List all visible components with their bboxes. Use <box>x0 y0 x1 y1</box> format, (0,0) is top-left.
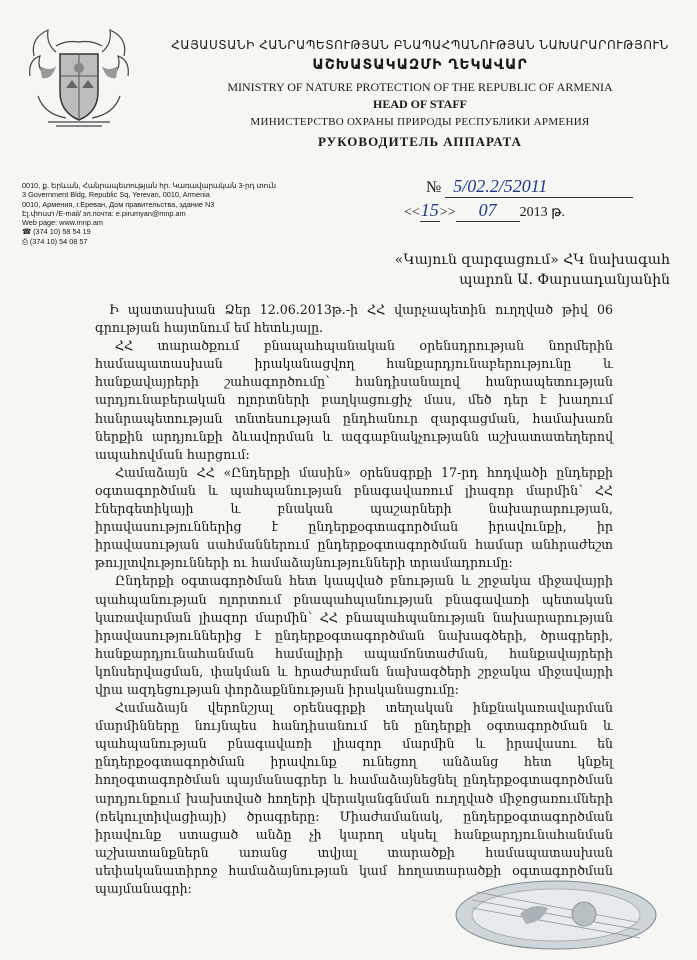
address-line-russian: 0010, Армения, г.Ереван, Дом правительства, здание N3 <box>22 199 215 209</box>
web-line: Web page: www.mnp.am <box>22 218 103 228</box>
number-sign: № <box>426 179 442 196</box>
paragraph-3: Համաձայն ՀՀ «Ընդերքի մասին» օրենսգրքի 17-րդ հոդվածի ընդերքի օգտագործման և պահպանության բնագավառում լիազոր մարմին՝ ՀՀ էներգետիկայի և բնական պաշարների նախարարության, իրավասություններից է ընդերքօգտագործման իրավունքի, իր իրավասության սահմաններում ընդերքօգտագործման համար անհրաժեշտ թույլտվությունների ու համաձայնությունների տրամադրումը: <box>95 464 613 571</box>
paragraph-2: ՀՀ տարածքում բնապահպանական օրենսդրության նորմերին համապատասխան իրականացվող հանքարդյունաբերությունը և հանքավայրերի շահագործումը՝ հանդիսանալով հանրապետության արդյունաբերական ոլորտների բաղկացուցիչ մաս, մեծ դեր է խաղում հանրապետության տնտեսության ընդհանուր զարգացման, համախառն ներքին արդյունքի ձևավորման և ազգաբնակչությանն աշխատատեղերով ապահովման հարցում: <box>95 338 613 462</box>
phone-line <box>22 227 322 236</box>
date-year: 2013 թ. <box>519 205 565 220</box>
handwritten-day: 15 <box>420 200 439 220</box>
paragraph-1: Ի պատասխան Ձեր 12.06.2013թ.-ի ՀՀ վարչապետին ուղղված թիվ 06 գրության հայտնում եմ հետևյալը. <box>95 302 613 336</box>
fax-line <box>22 237 322 246</box>
fax-icon: ⎙ <box>22 236 30 246</box>
hologram-sticker <box>452 878 660 952</box>
reference-number <box>426 176 633 198</box>
ministry-name-armenian: ՀԱՅԱՍՏԱՆԻ ՀԱՆՐԱՊԵՏՈՒԹՅԱՆ ԲՆԱՊԱՀՊԱՆՈՒԹՅԱՆ ՆԱԽԱՐԱՐՈՒԹՅՈՒՆ <box>171 38 669 52</box>
title-armenian: ԱՇԽԱՏԱԿԱԶՄԻ ՂԵԿԱՎԱՐ <box>312 57 528 73</box>
address-block <box>22 181 322 246</box>
recipient-title: «Կայուն զարգացում» ՀԿ նախագահ <box>394 252 670 268</box>
paragraph-4: Ընդերքի օգտագործման հետ կապված բնության և շրջակա միջավայրի պահպանության ոլորտում բնապահպանության բնագավառի պետական կառավարման լիազոր մարմին՝ ՀՀ բնապահպանության նախարարության իրավասություններից է ընդերքօգտագործման նախագծերի, ծրագրերի, հանքարդյունահանման համալիրի ապամոնտաժման, հանքավայրերի կոնսերվացման, փակման և հրաժարման նախագծերի շրջակա միջավայրի վրա ազդեցության փորձաքննության իրականացումը: <box>95 573 613 697</box>
handwritten-number: 5/02.2/52011 <box>445 176 633 198</box>
paragraph-5: Համաձայն վերոնշյալ օրենսգրքի տեղական ինքնակառավարման մարմինները նույնպես հանդիսանում են ընդերքի օգտագործման և պահպանության բնագավառի լիազոր մարմին և իրավասու են ընդերքօգտագործման իրավունք ունեցող անձանց հետ կնքել հողօգտագործման պայմանագրեր և համաձայնեցնել ընդերքօգտագործման արդյունքում խախտված հողերի վերականգնման ուղղված միջոցառումների (ռեկուլտիվացիայի) ծրագրերը: Միաժամանակ, ընդերքօգտագործման իրավունք ստացած անձը չի կարող սկսել հանքարդյունահանման աշխատանքներն առանց տվյալ տարածքի համապատասխան սեփականատիրոջ համաձայնության կամ հողատարածքի օգտագործման պայմանագրի: <box>95 700 613 896</box>
recipient-name: պարոն Ա. Փարսադանյանին <box>459 272 670 288</box>
coat-of-arms-logo <box>26 26 132 130</box>
title-russian: РУКОВОДИТЕЛЬ АППАРАТА <box>318 134 522 149</box>
date-close-quote: >> <box>439 205 456 220</box>
handwritten-month: 07 <box>456 200 520 222</box>
email-line: Էլ.փոստ /E-mail/ эл.почта: e.pirumyan@mnp.am <box>22 208 186 218</box>
fax-number: (374 10) 54 08 57 <box>29 236 88 246</box>
address-line-english: 3 Government Bldg, Republic Sq, Yerevan, 0010, Armenia <box>22 190 210 200</box>
ministry-name-russian: МИНИСТЕРСТВО ОХРАНЫ ПРИРОДЫ РЕСПУБЛИКИ АРМЕНИЯ <box>250 116 590 128</box>
address-line-armenian: 0010, ք. Երևան, Հանրապետության հր. Կառավարական 3-րդ տուն <box>22 181 277 190</box>
phone-number: (374 10) 58 54 19 <box>33 227 91 237</box>
reference-date <box>404 200 565 222</box>
title-english: HEAD OF STAFF <box>372 97 467 111</box>
phone-icon: ☎ <box>22 227 34 237</box>
date-open-quote: << <box>404 205 420 220</box>
ministry-name-english: MINISTRY OF NATURE PROTECTION OF THE REPUBLIC OF ARMENIA <box>227 80 613 94</box>
letter-body <box>95 301 613 898</box>
